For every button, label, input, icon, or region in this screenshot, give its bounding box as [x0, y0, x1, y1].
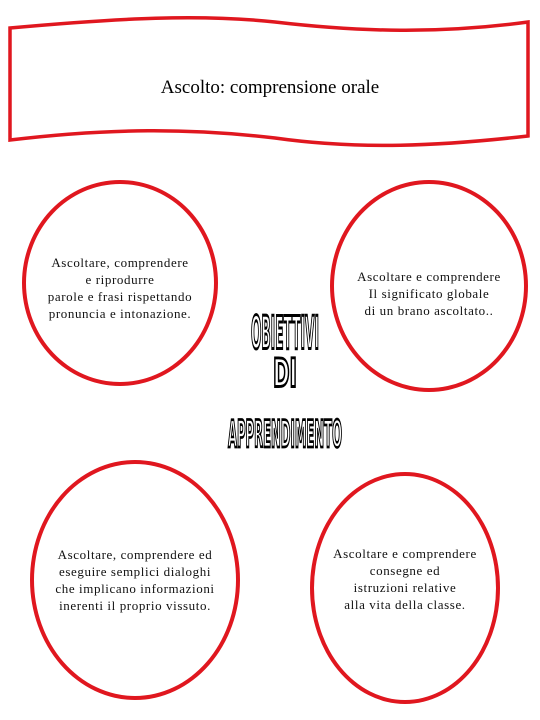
objective-circle-3	[30, 460, 240, 700]
objective-circle-4	[310, 472, 500, 704]
wordart-line-3: APPRENDIMENTO	[228, 414, 342, 457]
objective-circle-1	[22, 180, 218, 386]
objective-text-3: Ascoltare, comprendere ed eseguire semplici dialoghi che implicano informazioni inerenti il proprio vissuto.	[55, 547, 215, 613]
wordart-heading	[210, 280, 360, 470]
wordart-line-2: DI	[273, 349, 297, 397]
objective-text-2: Ascoltare e comprendere Il significato globale di un brano ascoltato..	[357, 268, 501, 318]
page-title: Ascolto: comprensione orale	[160, 77, 380, 98]
wordart-line-1: OBIETTIVI	[251, 305, 319, 360]
objective-text-4: Ascoltare e comprendere consegne ed istruzioni relative alla vita della classe.	[333, 546, 477, 612]
objective-text-1: Ascoltare, comprendere e riprodurre parole e frasi rispettando pronuncia e intonazione.	[47, 255, 193, 321]
